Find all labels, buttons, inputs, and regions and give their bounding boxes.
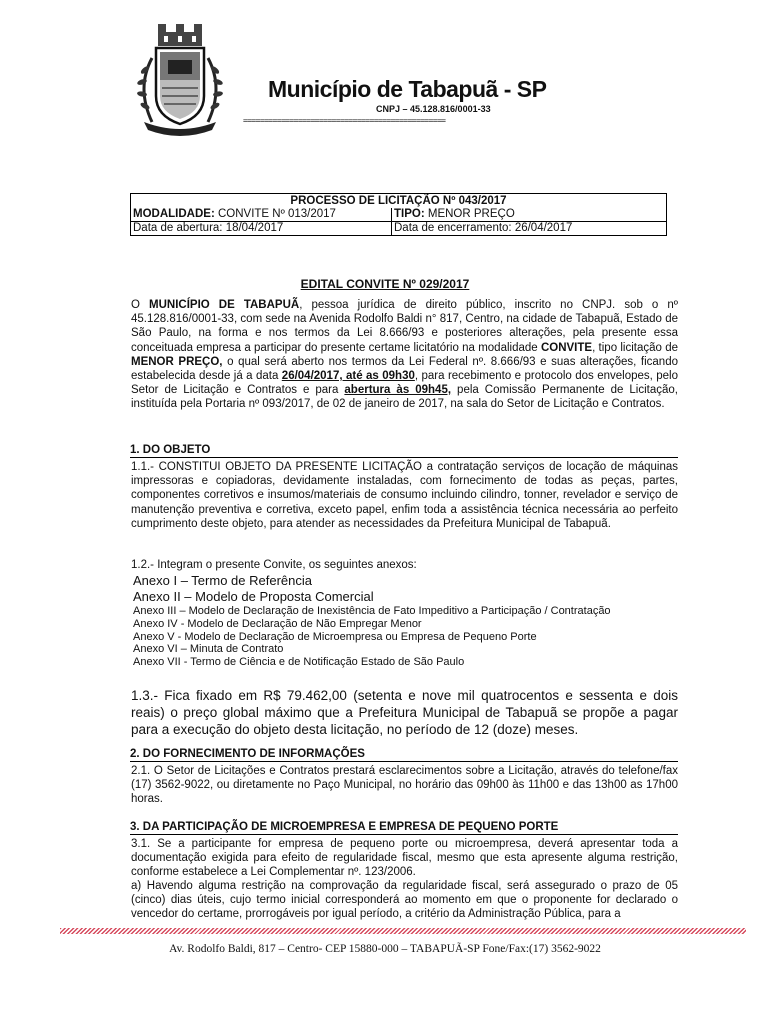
intro-paragraph — [131, 298, 678, 412]
list-item: Anexo III – Modelo de Declaração de Inexistência de Fato Impeditivo a Participação / Contratação — [133, 605, 611, 617]
list-item: Anexo VII - Termo de Ciência e de Notificação Estado de São Paulo — [133, 656, 465, 669]
list-item: Anexo VI – Minuta de Contrato — [133, 643, 284, 656]
edital-title: EDITAL CONVITE Nº 029/2017 — [300, 277, 470, 291]
intro-bold-convite: CONVITE — [540, 341, 593, 354]
item-2-1: 2.1. O Setor de Licitações e Contratos prestará esclarecimentos sobre a Licitação, através do telefone/fax (17) 3562-9022, ou diretamente no Paço Municipal, no horário das 09h00 às 11h00 e das 13h00 as 17h00 horas. — [131, 765, 678, 806]
intro-opening-time: abertura às 09h45, — [344, 384, 452, 397]
tipo-cell — [392, 208, 666, 221]
list-item: Anexo II – Modelo de Proposta Comercial — [133, 589, 374, 604]
intro-text-5: , para recebimento e protocolo dos envelopes, pelo Setor de Licitação e Contratos e para — [131, 370, 678, 397]
section-2-title: 2. DO FORNECIMENTO DE INFORMAÇÕES — [130, 747, 678, 762]
list-item: Anexo I – Termo de Referência — [133, 573, 312, 588]
footer-address: Av. Rodolfo Baldi, 817 – Centro- CEP 15880-000 – TABAPUÃ-SP Fone/Fax:(17) 3562-9022 — [169, 943, 601, 955]
anexos-list — [133, 573, 611, 669]
tipo-value: MENOR PREÇO — [424, 208, 515, 220]
tipo-label: TIPO: — [394, 208, 425, 220]
modalidade-value: CONVITE Nº 013/2017 — [214, 208, 336, 220]
intro-text-2: , pessoa jurídica de direito público, inscrito no CNPJ. sob o nº 45.128.816/0001-33, com sede na Avenida Rodolfo Baldi n° 817, Centro, na cidade de Tabapuã, Estado de São Paulo, na forma e nos termos da Lei 8.666/93 e posteriores alterações, pela presente essa conceituada empresa a participar do presente certame licitatório na modalidade — [131, 299, 678, 354]
intro-text-3: , tipo licitação de — [592, 341, 678, 354]
modalidade-label: MODALIDADE: — [133, 208, 215, 220]
process-info-table — [130, 193, 667, 236]
footer-divider — [60, 928, 746, 934]
item-1-3: 1.3.- Fica fixado em R$ 79.462,00 (setenta e nove mil quatrocentos e sessenta e dois reais) o preço global máximo que a Prefeitura Municipal de Tabapuã se propõe a pagar para a execução do objeto desta licitação, no período de 12 (doze) meses. — [131, 688, 678, 737]
process-row-dates — [131, 221, 666, 235]
abertura-date: Data de abertura: 18/04/2017 — [131, 222, 392, 235]
list-item: Anexo V - Modelo de Declaração de Microempresa ou Empresa de Pequeno Porte — [133, 630, 537, 643]
item-3-1-a: a) Havendo alguma restrição na comprovação da regularidade fiscal, será assegurado o prazo de 05 (cinco) dias úteis, cujo termo inicial corresponderá ao momento em que o proponente for declarado o vencedor do certame, prorrogáveis por igual período, a critério da Administração Pública, para a — [131, 880, 678, 921]
intro-text-6: pela Comissão Permanente de Licitação, instituída pela Portaria nº 093/2017, de 02 de janeiro de 2017, na sala do Setor de Licitação e Contratos. — [131, 384, 678, 411]
item-1-2: 1.2.- Integram o presente Convite, os seguintes anexos: — [131, 559, 417, 571]
intro-text-4: o qual será aberto nos termos da Lei Federal nº. 8.666/93 e suas alterações, ficando estabelecida desde já a data — [131, 355, 678, 383]
intro-date-deadline: 26/04/2017, até as 09h30 — [281, 370, 415, 383]
intro-bold-municipio: MUNICÍPIO DE TABAPUÃ — [149, 299, 300, 311]
intro-text-1: O — [131, 299, 150, 311]
process-row-modalidade — [131, 208, 666, 221]
item-1-1: 1.1.- CONSTITUI OBJETO DA PRESENTE LICITAÇÃO a contratação serviços de locação de máquinas impressoras e copiadoras, devidamente instaladas, com fornecimento de todas as peças, partes, componentes corretivos e insumos/materiais de consumo incluindo cilindro, tonner, revelador e serviço de manutenção preventiva e corretiva, exceto papel, enfim toda a assistência técnica necessária ao perfeito cumprimento deste objeto, para atender as necessidades da Prefeitura Municipal de Tabapuã. — [131, 461, 678, 530]
section-3-title: 3. DA PARTICIPAÇÃO DE MICROEMPRESA E EMPRESA DE PEQUENO PORTE — [130, 820, 678, 835]
header-divider: ================================================ — [243, 116, 446, 125]
municipality-cnpj: CNPJ – 45.128.816/0001-33 — [376, 104, 491, 114]
encerramento-date: Data de encerramento: 26/04/2017 — [394, 222, 573, 234]
municipal-coat-of-arms-icon — [130, 18, 230, 136]
item-3-1: 3.1. Se a participante for empresa de pequeno porte ou microempresa, deverá apresentar toda a documentação exigida para efeito de regularidade fiscal, mesmo que esta apresente alguma restrição, conforme estabelece a Lei Complementar nº. 123/2006. — [131, 838, 678, 879]
list-item: Anexo IV - Modelo de Declaração de Não Empregar Menor — [133, 617, 422, 630]
section-1-title: 1. DO OBJETO — [130, 443, 678, 458]
intro-bold-menor-preco: MENOR PREÇO, — [131, 355, 223, 368]
municipality-title: Município de Tabapuã - SP — [268, 76, 547, 102]
modalidade-cell — [131, 208, 392, 221]
process-title: PROCESSO DE LICITAÇÃO Nº 043/2017 — [290, 195, 507, 207]
